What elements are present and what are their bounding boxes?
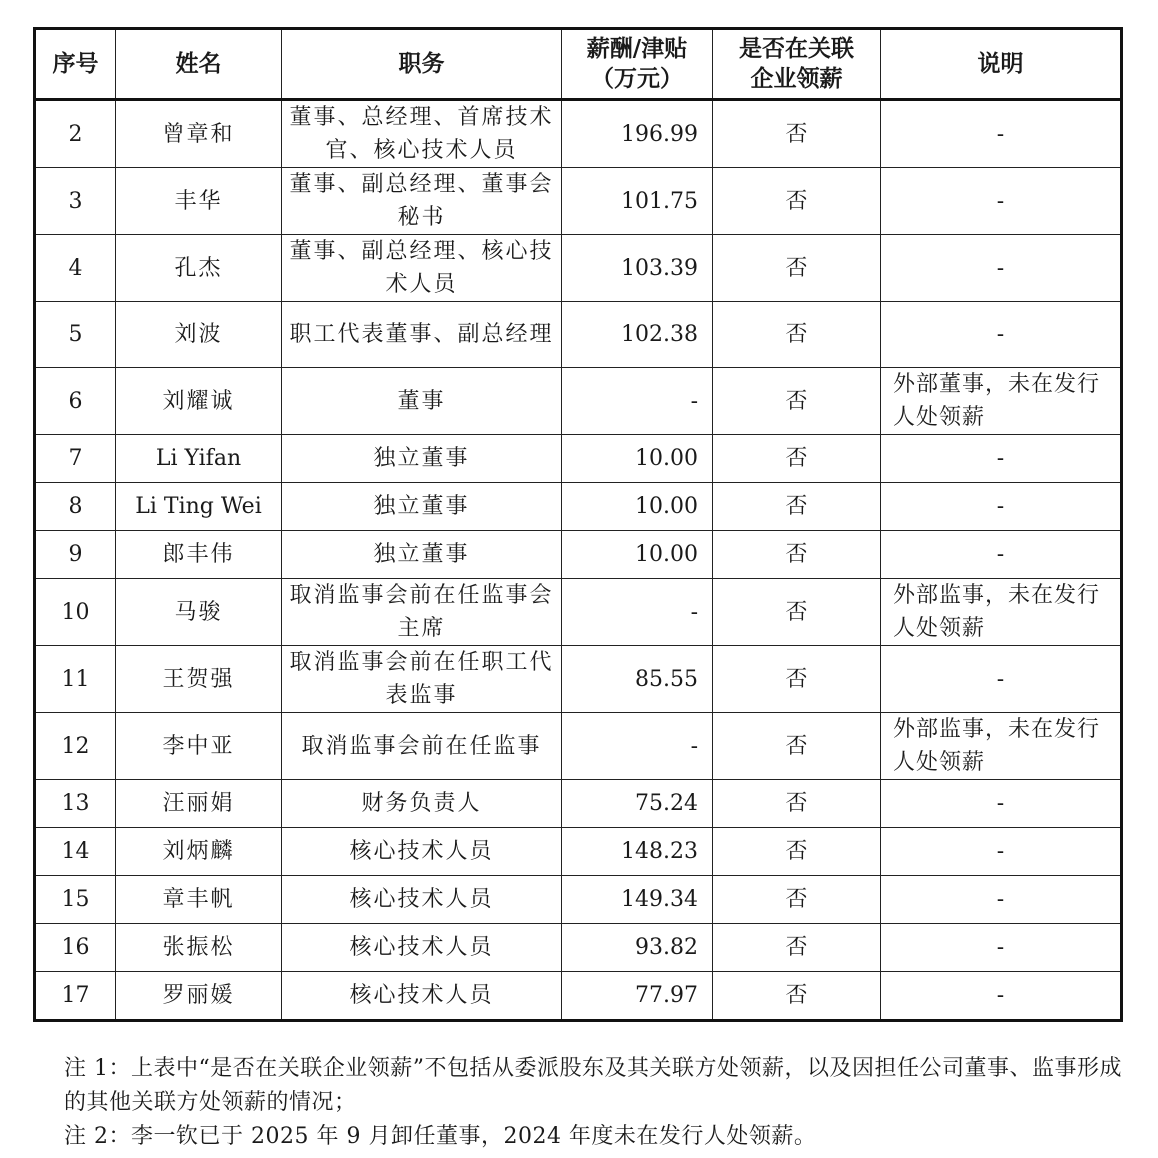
cell-seq: 16 xyxy=(35,924,116,972)
header-name: 姓名 xyxy=(116,29,282,100)
cell-related: 否 xyxy=(713,972,881,1021)
cell-seq: 17 xyxy=(35,972,116,1021)
cell-name: 章丰帆 xyxy=(116,876,282,924)
cell-related: 否 xyxy=(713,483,881,531)
cell-remark: - xyxy=(881,235,1122,302)
cell-position: 核心技术人员 xyxy=(282,972,562,1021)
cell-seq: 8 xyxy=(35,483,116,531)
header-salary-line1: 薪酬/津贴 xyxy=(586,36,688,62)
cell-salary: 102.38 xyxy=(562,302,713,368)
cell-seq: 13 xyxy=(35,780,116,828)
cell-position: 董事 xyxy=(282,368,562,435)
table-row xyxy=(35,168,1122,235)
cell-related: 否 xyxy=(713,579,881,646)
cell-name: Li Ting Wei xyxy=(116,483,282,531)
table-row xyxy=(35,972,1122,1021)
header-salary xyxy=(562,29,713,100)
cell-salary: 10.00 xyxy=(562,483,713,531)
cell-name: 郎丰伟 xyxy=(116,531,282,579)
cell-position: 核心技术人员 xyxy=(282,924,562,972)
cell-remark: - xyxy=(881,972,1122,1021)
cell-remark: 外部董事，未在发行人处领薪 xyxy=(881,368,1122,435)
cell-related: 否 xyxy=(713,435,881,483)
cell-salary: 101.75 xyxy=(562,168,713,235)
cell-remark: - xyxy=(881,100,1122,168)
cell-salary: 149.34 xyxy=(562,876,713,924)
cell-position: 独立董事 xyxy=(282,435,562,483)
cell-salary: - xyxy=(562,713,713,780)
cell-name: 汪丽娟 xyxy=(116,780,282,828)
cell-salary: - xyxy=(562,368,713,435)
header-remark: 说明 xyxy=(881,29,1122,100)
cell-salary: 85.55 xyxy=(562,646,713,713)
table-row xyxy=(35,368,1122,435)
cell-name: 罗丽媛 xyxy=(116,972,282,1021)
cell-seq: 15 xyxy=(35,876,116,924)
cell-seq: 5 xyxy=(35,302,116,368)
table-row xyxy=(35,435,1122,483)
cell-seq: 9 xyxy=(35,531,116,579)
cell-name: 马骏 xyxy=(116,579,282,646)
cell-related: 否 xyxy=(713,828,881,876)
cell-salary: - xyxy=(562,579,713,646)
cell-salary: 148.23 xyxy=(562,828,713,876)
cell-remark: - xyxy=(881,876,1122,924)
cell-position: 财务负责人 xyxy=(282,780,562,828)
cell-name: 丰华 xyxy=(116,168,282,235)
cell-related: 否 xyxy=(713,713,881,780)
cell-position: 董事、总经理、首席技术官、核心技术人员 xyxy=(282,100,562,168)
header-salary-line2: （万元） xyxy=(591,66,683,92)
cell-remark: - xyxy=(881,483,1122,531)
cell-related: 否 xyxy=(713,646,881,713)
cell-salary: 10.00 xyxy=(562,435,713,483)
cell-related: 否 xyxy=(713,780,881,828)
compensation-table-container xyxy=(33,27,1120,1022)
cell-remark: 外部监事，未在发行人处领薪 xyxy=(881,713,1122,780)
header-related-line2: 企业领薪 xyxy=(750,66,843,92)
cell-salary: 10.00 xyxy=(562,531,713,579)
cell-salary: 93.82 xyxy=(562,924,713,972)
cell-seq: 2 xyxy=(35,100,116,168)
cell-position: 独立董事 xyxy=(282,483,562,531)
compensation-table xyxy=(33,27,1123,1022)
cell-related: 否 xyxy=(713,876,881,924)
cell-seq: 4 xyxy=(35,235,116,302)
cell-seq: 7 xyxy=(35,435,116,483)
header-position: 职务 xyxy=(282,29,562,100)
cell-remark: - xyxy=(881,168,1122,235)
cell-related: 否 xyxy=(713,302,881,368)
cell-position: 核心技术人员 xyxy=(282,828,562,876)
cell-related: 否 xyxy=(713,368,881,435)
cell-seq: 3 xyxy=(35,168,116,235)
cell-remark: - xyxy=(881,302,1122,368)
header-seq: 序号 xyxy=(35,29,116,100)
cell-remark: - xyxy=(881,828,1122,876)
cell-remark: - xyxy=(881,531,1122,579)
cell-salary: 196.99 xyxy=(562,100,713,168)
table-header-row xyxy=(35,29,1122,100)
footnotes xyxy=(64,1052,1124,1154)
table-row xyxy=(35,483,1122,531)
cell-position: 职工代表董事、副总经理 xyxy=(282,302,562,368)
footnote-2: 注 2：李一钦已于 2025 年 9 月卸任董事，2024 年度未在发行人处领薪。 xyxy=(64,1124,817,1149)
cell-salary: 77.97 xyxy=(562,972,713,1021)
cell-name: 张振松 xyxy=(116,924,282,972)
cell-position: 核心技术人员 xyxy=(282,876,562,924)
cell-name: 曾章和 xyxy=(116,100,282,168)
table-row xyxy=(35,100,1122,168)
cell-salary: 103.39 xyxy=(562,235,713,302)
cell-related: 否 xyxy=(713,168,881,235)
cell-seq: 11 xyxy=(35,646,116,713)
table-row xyxy=(35,876,1122,924)
table-row xyxy=(35,235,1122,302)
table-row xyxy=(35,924,1122,972)
cell-name: 李中亚 xyxy=(116,713,282,780)
cell-related: 否 xyxy=(713,100,881,168)
cell-related: 否 xyxy=(713,924,881,972)
table-row xyxy=(35,646,1122,713)
cell-salary: 75.24 xyxy=(562,780,713,828)
header-related-line1: 是否在关联 xyxy=(739,36,854,62)
cell-position: 取消监事会前在任职工代表监事 xyxy=(282,646,562,713)
cell-name: 王贺强 xyxy=(116,646,282,713)
header-related xyxy=(713,29,881,100)
cell-name: 刘波 xyxy=(116,302,282,368)
cell-position: 取消监事会前在任监事 xyxy=(282,713,562,780)
cell-remark: - xyxy=(881,924,1122,972)
cell-position: 董事、副总经理、董事会秘书 xyxy=(282,168,562,235)
cell-related: 否 xyxy=(713,235,881,302)
table-row xyxy=(35,579,1122,646)
footnote-1: 注 1：上表中“是否在关联企业领薪”不包括从委派股东及其关联方处领薪，以及因担任公司董事、监事形成的其他关联方处领薪的情况； xyxy=(64,1056,1122,1115)
cell-seq: 12 xyxy=(35,713,116,780)
table-row xyxy=(35,302,1122,368)
cell-seq: 10 xyxy=(35,579,116,646)
cell-position: 董事、副总经理、核心技术人员 xyxy=(282,235,562,302)
cell-remark: - xyxy=(881,435,1122,483)
table-row xyxy=(35,713,1122,780)
cell-position: 独立董事 xyxy=(282,531,562,579)
cell-position: 取消监事会前在任监事会主席 xyxy=(282,579,562,646)
cell-remark: - xyxy=(881,646,1122,713)
table-row xyxy=(35,531,1122,579)
cell-name: 刘耀诚 xyxy=(116,368,282,435)
cell-remark: - xyxy=(881,780,1122,828)
cell-seq: 14 xyxy=(35,828,116,876)
cell-name: 孔杰 xyxy=(116,235,282,302)
table-row xyxy=(35,828,1122,876)
cell-related: 否 xyxy=(713,531,881,579)
cell-remark: 外部监事，未在发行人处领薪 xyxy=(881,579,1122,646)
table-row xyxy=(35,780,1122,828)
cell-name: 刘炳麟 xyxy=(116,828,282,876)
cell-seq: 6 xyxy=(35,368,116,435)
cell-name: Li Yifan xyxy=(116,435,282,483)
